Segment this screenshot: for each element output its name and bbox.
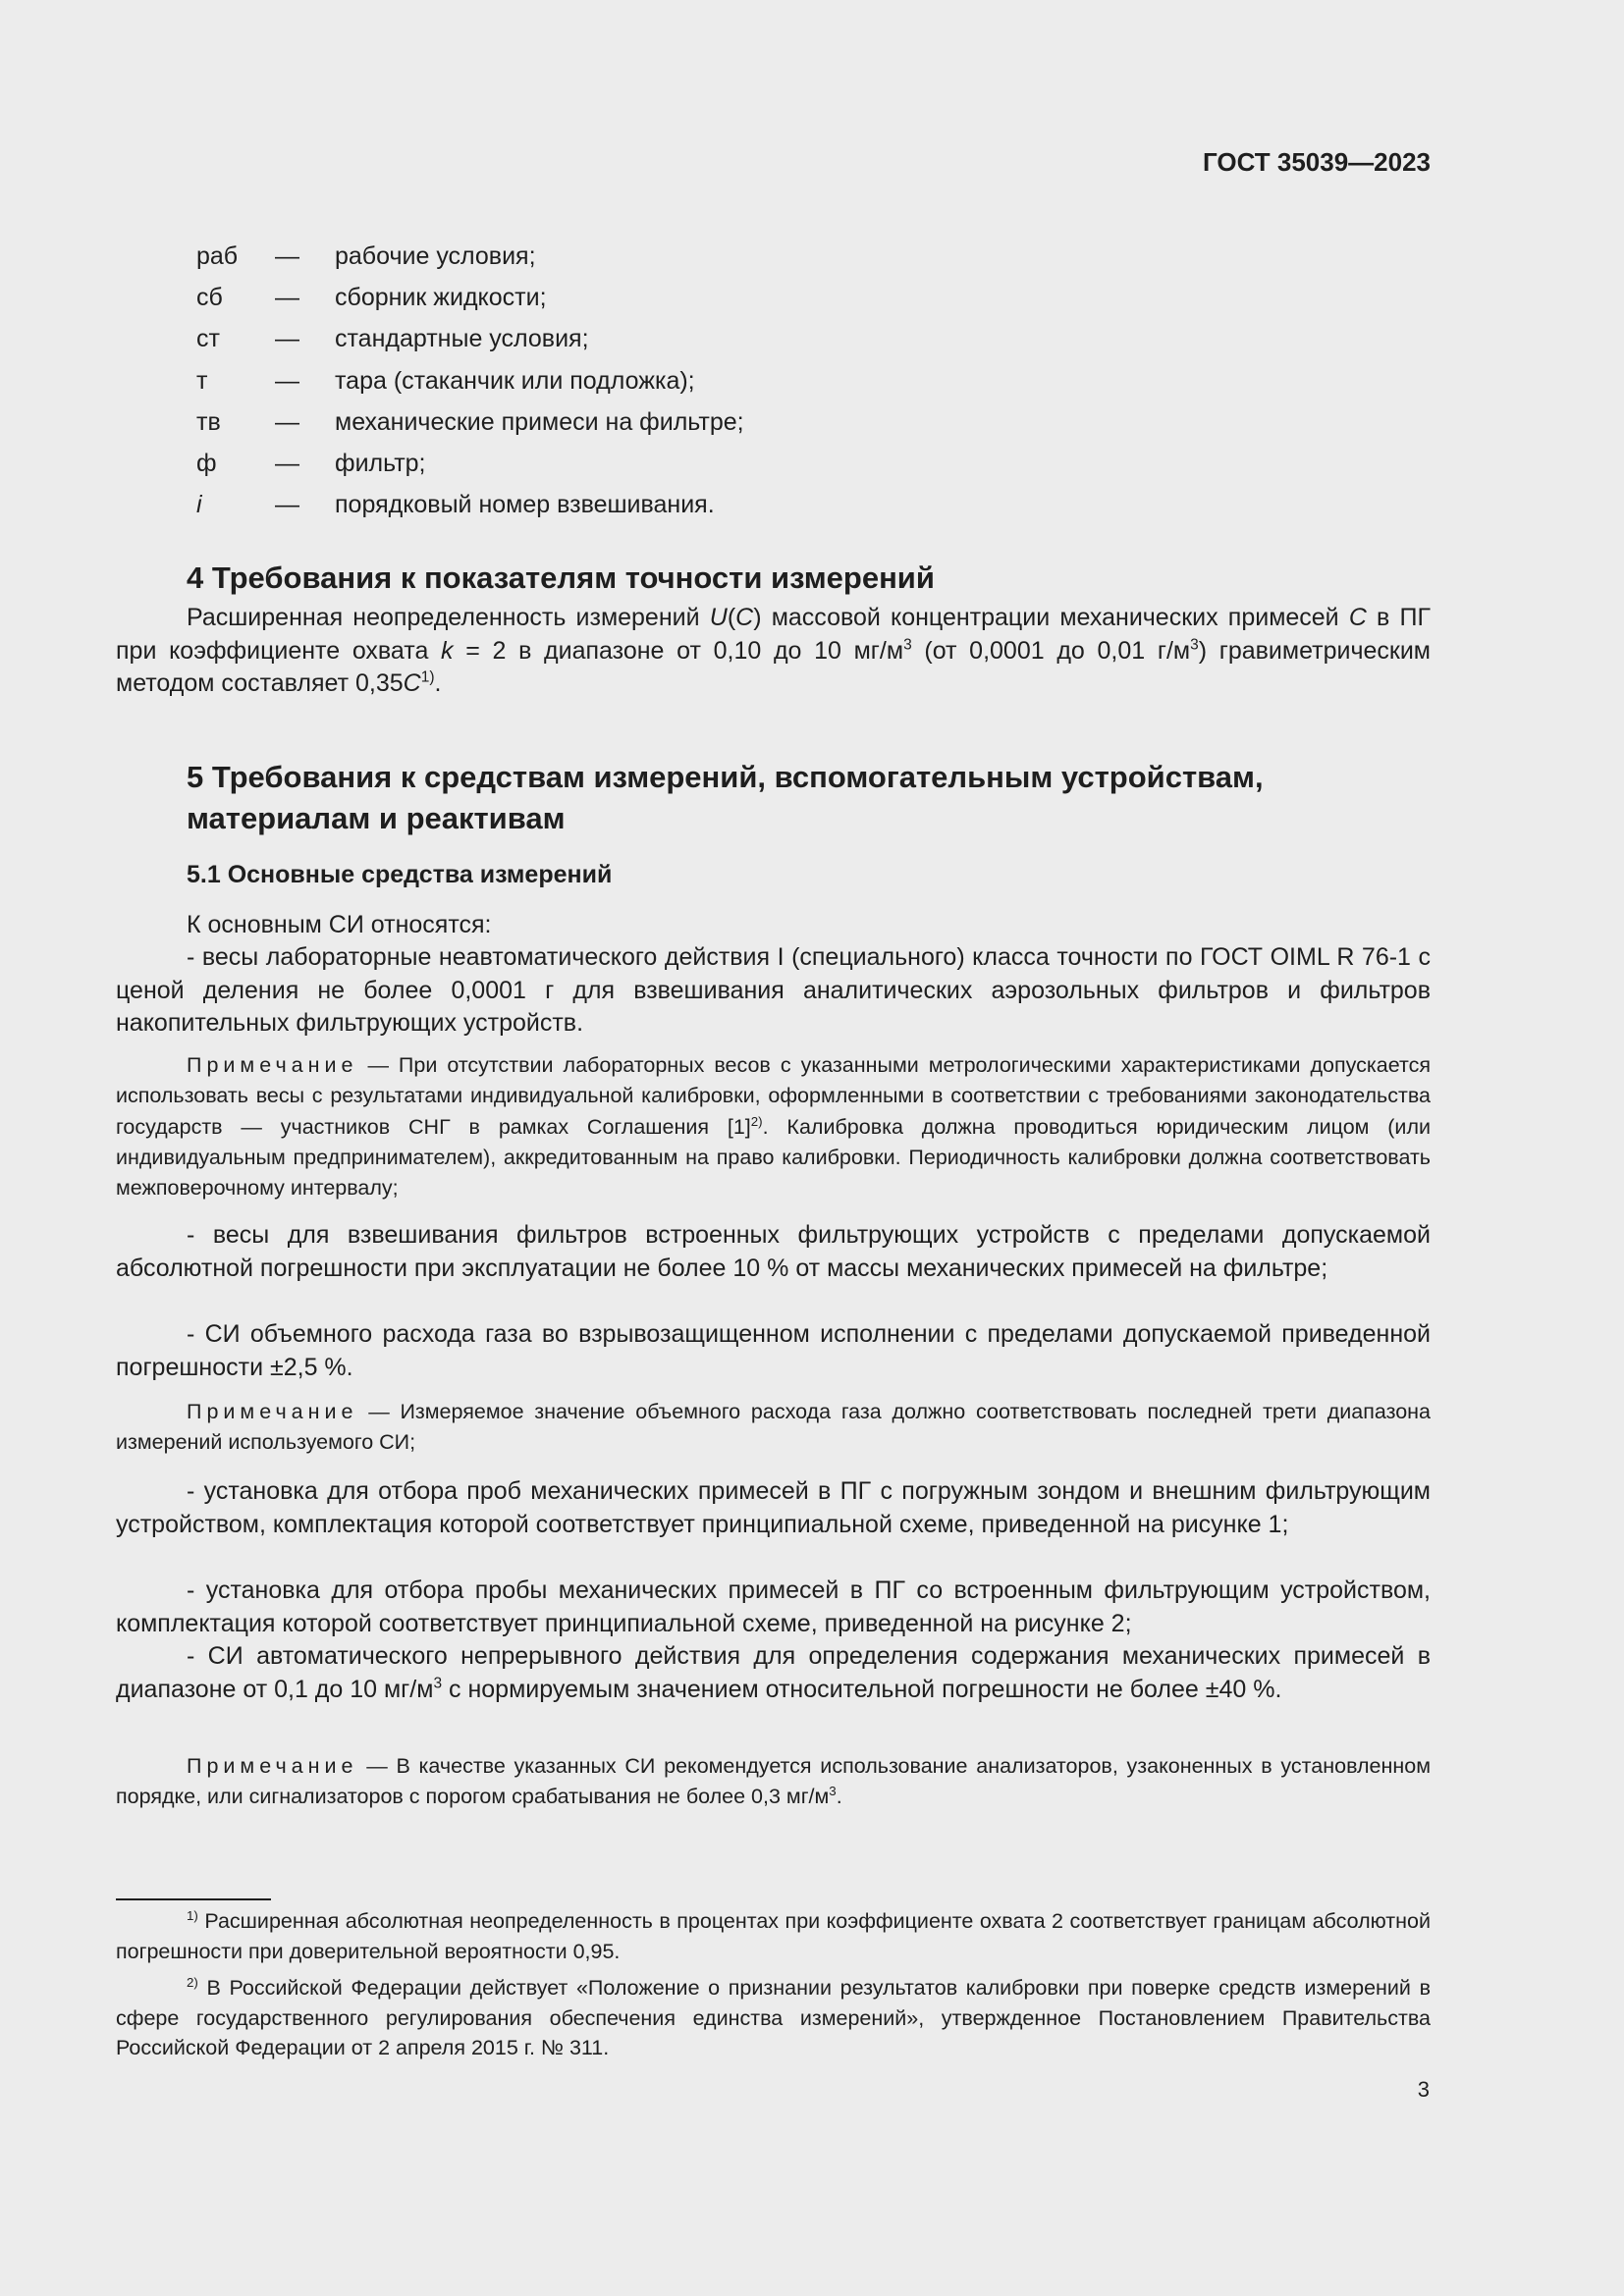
section-4-paragraph: Расширенная неопределенность измерений U(C) массовой концентрации механических примесей C в ПГ при коэффициенте охвата k = 2 в диапазоне от 0,10 до 10 $мг/м^3$ (от 0,0001 до 0,01 $г/м^3$) гравиметрическим методом составляет $0,35C^{1)}$. xyxy=(116,604,1431,697)
abbreviation-row xyxy=(196,236,744,277)
list-item: - установка для отбора пробы механических примесей в ПГ со встроенным фильтрующим устройством, комплектация которой соответствует принципиальной схеме, приведенной на рисунке 2; xyxy=(116,1576,1431,1637)
note-label: Примечание xyxy=(187,1053,358,1077)
abbreviation-text: порядковый номер взвешивания. xyxy=(335,491,715,519)
abbreviation-symbol: т xyxy=(196,366,208,395)
abbreviation-text: сборник жидкости; xyxy=(335,283,547,311)
abbreviation-row xyxy=(196,443,744,484)
note-label: Примечание xyxy=(187,1400,358,1423)
abbreviation-symbol: ст xyxy=(196,325,220,353)
note-paragraph: Примечание — При отсутствии лабораторных весов с указанными метрологическими характеристиками допускается использовать весы с результатами индивидуальной калибровки, оформленными в соответствии с требованиями законодательства государств — участников СНГ в рамках Соглашения $[1]^{2)}$. Калибровка должна проводиться юридическим лицом (или индивидуальным предпринимателем), аккредитованным на право калибровки. Периодичность калибровки должна соответствовать межповерочному интервалу; xyxy=(116,1053,1431,1201)
abbreviation-symbol: раб xyxy=(196,241,239,270)
abbreviation-dash: — xyxy=(275,366,299,395)
abbreviation-row xyxy=(196,485,744,526)
footnote: $^{1)}$ Расширенная абсолютная неопределенность в процентах при коэффициенте охвата 2 соответствует границам абсолютной погрешности при доверительной вероятности 0,95. xyxy=(116,1907,1431,1963)
abbreviation-dash: — xyxy=(275,241,299,270)
footnote-ref: 1) xyxy=(420,668,435,686)
abbreviation-symbol: ф xyxy=(196,450,217,478)
abbreviation-text: фильтр; xyxy=(335,450,426,478)
abbreviation-text: стандартные условия; xyxy=(335,325,589,353)
page-number: 3 xyxy=(1417,2077,1430,2102)
abbreviation-row xyxy=(196,360,744,401)
footnote-mark: 2) xyxy=(187,1974,198,1990)
note-label: Примечание xyxy=(187,1754,358,1778)
list-item: - СИ объемного расхода газа во взрывозащищенном исполнении с пределами допускаемой приведенной погрешности ±2,5 %. xyxy=(116,1320,1431,1381)
footnote-ref: 2) xyxy=(750,1113,763,1129)
footnote-separator xyxy=(116,1898,271,1900)
note-paragraph: Примечание — В качестве указанных СИ рекомендуется использование анализаторов, узаконенных в установленном порядке, или сигнализаторов с порогом срабатывания не более 0,3 $мг/м^3$. xyxy=(116,1754,1431,1809)
abbreviation-row xyxy=(196,319,744,360)
document-code: ГОСТ 35039—2023 xyxy=(1203,147,1431,177)
abbreviation-dash: — xyxy=(275,325,299,353)
subsection-5-1-heading: 5.1 Основные средства измерений xyxy=(187,861,613,888)
abbreviation-text: рабочие условия; xyxy=(335,241,536,270)
note-paragraph: Примечание — Измеряемое значение объемного расхода газа должно соответствовать последней трети диапазона измерений используемого СИ; xyxy=(116,1400,1431,1455)
abbreviation-symbol: i xyxy=(196,491,202,519)
intro-paragraph: К основным СИ относятся: xyxy=(187,911,492,938)
abbreviation-row xyxy=(196,277,744,318)
abbreviation-text: механические примеси на фильтре; xyxy=(335,407,744,436)
abbreviation-dash: — xyxy=(275,407,299,436)
list-item: - установка для отбора проб механических примесей в ПГ с погружным зондом и внешним фильтрующим устройством, комплектация которой соответствует принципиальной схеме, приведенной на рисунке 1; xyxy=(116,1477,1431,1538)
list-item: - весы для взвешивания фильтров встроенных фильтрующих устройств с пределами допускаемой абсолютной погрешности при эксплуатации не более 10 % от массы механических примесей на фильтре; xyxy=(116,1221,1431,1282)
footnote-mark: 1) xyxy=(187,1907,198,1923)
footnote: $^{2)}$ В Российской Федерации действует «Положение о признании результатов калибровки при поверке средств измерений в сфере государственного регулирования обеспечения единства измерений», утвержденное Постановлением Правительства Российской Федерации от 2 апреля 2015 г. № 311. xyxy=(116,1974,1431,2059)
abbreviation-text: тара (стаканчик или подложка); xyxy=(335,366,695,395)
abbreviation-dash: — xyxy=(275,450,299,478)
abbreviation-symbol: сб xyxy=(196,283,223,311)
abbreviation-dash: — xyxy=(275,491,299,519)
abbreviation-row xyxy=(196,401,744,443)
abbreviation-list xyxy=(196,236,744,526)
list-item: - весы лабораторные неавтоматического действия I (специального) класса точности по ГОСТ OIML R 76-1 с ценой деления не более 0,0001 г для взвешивания аналитических аэрозольных фильтров и фильтров накопительных фильтрующих устройств. xyxy=(116,943,1431,1037)
section-4-heading: 4 Требования к показателям точности измерений xyxy=(187,561,935,595)
list-item: - СИ автоматического непрерывного действия для определения содержания механических примесей в диапазоне от 0,1 до 10 $мг/м^3$ с нормируемым значением относительной погрешности не более ±40 %. xyxy=(116,1642,1431,1703)
section-5-heading: 5 Требования к средствам измерений, вспомогательным устройствам, материалам и реактивам xyxy=(187,760,1264,835)
abbreviation-dash: — xyxy=(275,283,299,311)
abbreviation-symbol: тв xyxy=(196,407,221,436)
